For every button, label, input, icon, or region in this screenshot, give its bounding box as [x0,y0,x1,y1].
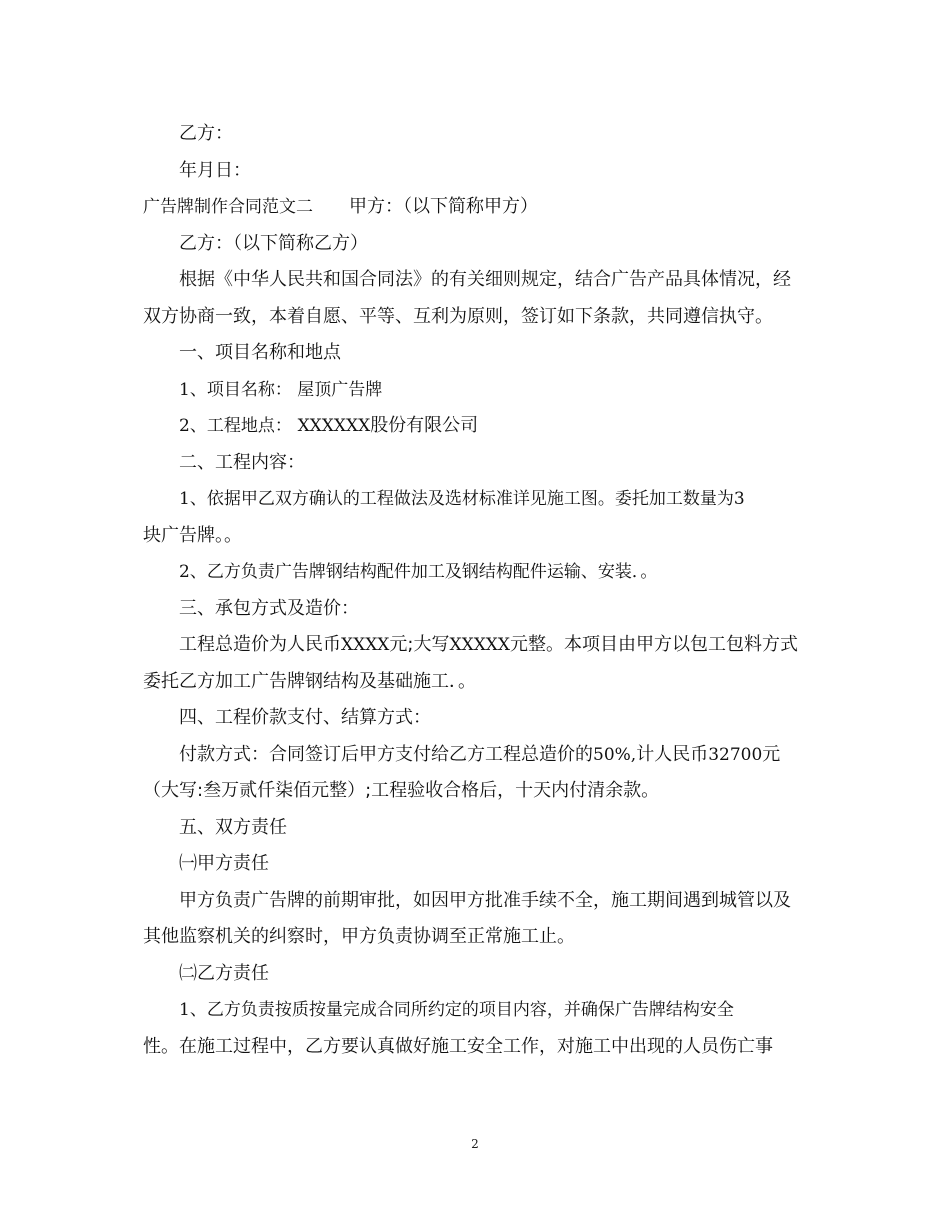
section-5-2-item-1-cont: 性。在施工过程中，乙方要认真做好施工安全工作，对施工中出现的人员伤亡事 [143,1035,773,1057]
price-amount: XXXX [341,635,390,655]
party-b-label: 乙方： [179,123,233,144]
price-rest: 元整。本项目由甲方以包工包料方式委托乙方加工广告牌钢结构及基础施工．。 [143,634,799,692]
title-line [143,189,807,226]
payment-rmb-label: 计人民币 [636,743,709,765]
payment-amount: 32700 [708,744,763,765]
section-2-item-1: 1、依据甲乙双方确认的工程做法及选材标准详见施工图。委托加工数量为3 [179,489,745,509]
section-3-text [143,627,807,700]
contract-title: 广告牌制作合同范文二 [143,197,313,217]
section-2-item-2: 2、乙方负责广告牌钢结构配件加工及钢结构配件运输、安装．。 [179,562,658,582]
section-5-2-heading: ㈡乙方责任 [179,962,269,984]
payment-label: 付款方式：合同签订后甲方支付给乙方工程总造价的 [179,743,593,765]
section-5-2-item-1: 1、乙方负责按质按量完成合同所约定的项目内容，并确保广告牌结构安全 [179,1000,734,1020]
section-4-heading: 四、工程价款支付、结算方式： [179,707,431,728]
location-code: XXXXXX [297,416,371,436]
section-4-text [143,737,807,810]
section-1-item-1: 1、项目名称： 屋顶广告牌 [179,379,383,400]
section-3-heading: 三、承包方式及造价： [179,597,359,619]
intro-paragraph: 根据《中华人民共和国合同法》的有关细则规定，结合广告产品具体情况，经双方协商一致，本着自愿、平等、互利为原则，签订如下条款，共同遵信执守。 [143,269,791,327]
price-capital-label: 元;大写 [389,634,450,655]
section-5-heading: 五、双方责任 [179,816,287,838]
price-label: 工程总造价为人民币 [179,634,341,655]
section-5-1-heading: ㈠甲方责任 [179,853,269,874]
party-b-intro: 乙方：（以下简称乙方） [179,232,368,254]
party-a-intro: 甲方：（以下简称甲方） [349,196,538,217]
section-2-item-1-cont: 块广告牌。。 [143,524,242,546]
section-5-1-text: 甲方负责广告牌的前期审批，如因甲方批准手续不全，施工期间遇到城管以及其他监察机关的纠察时，甲方负责协调至正常施工止。 [143,889,791,947]
document-body [143,116,807,1065]
page-number: 2 [471,1137,479,1151]
location-label: 2、工程地点： [179,416,292,436]
payment-percent: 50%, [593,744,637,765]
section-2-heading: 二、工程内容： [179,451,305,473]
price-capital-amount: XXXXX [449,635,511,655]
payment-rest: 元（大写:叁万贰仟柒佰元整）;工程验收合格后，十天内付清余款。 [143,743,781,801]
date-label: 年月日： [179,159,251,181]
section-1-heading: 一、项目名称和地点 [179,342,341,363]
section-1-item-2 [143,408,807,445]
location-company: 股份有限公司 [370,415,479,436]
